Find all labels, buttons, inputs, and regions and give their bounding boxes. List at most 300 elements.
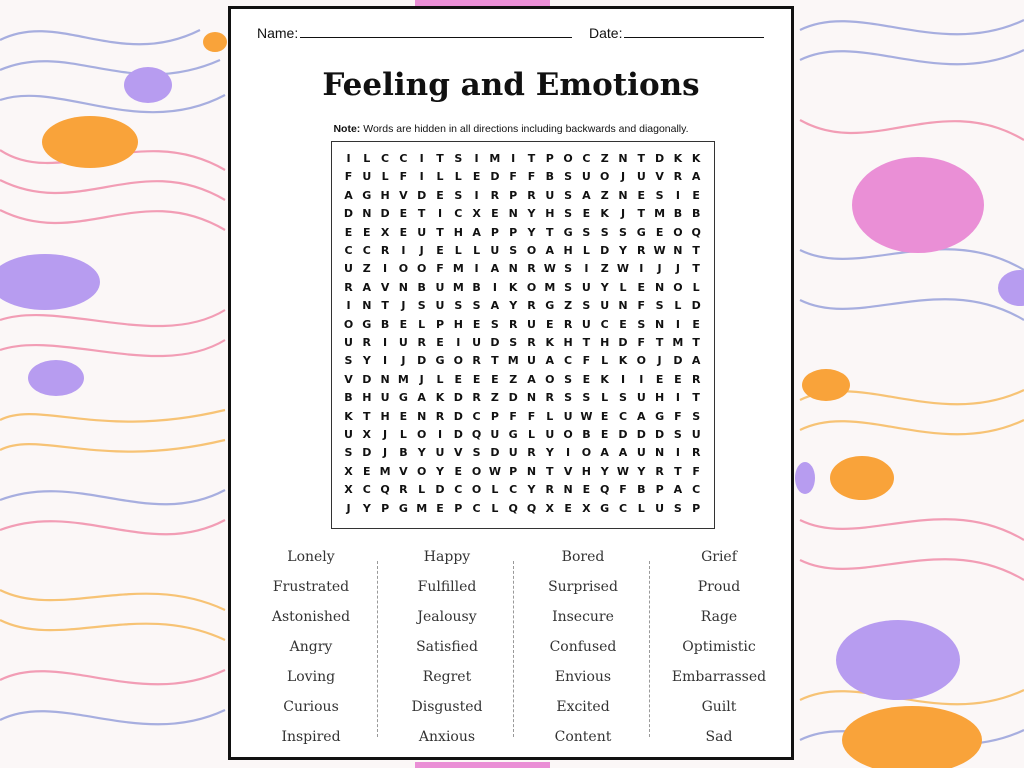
grid-letter[interactable]: G: [435, 354, 445, 368]
grid-letter[interactable]: E: [472, 170, 481, 184]
grid-letter[interactable]: U: [600, 299, 610, 313]
grid-letter[interactable]: E: [600, 409, 609, 423]
grid-letter[interactable]: J: [401, 299, 406, 313]
grid-letter[interactable]: D: [673, 354, 683, 368]
grid-letter[interactable]: W: [616, 464, 630, 478]
grid-letter[interactable]: S: [564, 280, 573, 294]
grid-letter[interactable]: H: [600, 336, 610, 349]
grid-letter[interactable]: N: [618, 152, 628, 165]
grid-letter[interactable]: E: [363, 225, 371, 239]
grid-letter[interactable]: R: [545, 391, 555, 405]
grid-letter[interactable]: O: [471, 483, 482, 497]
grid-letter[interactable]: V: [399, 188, 408, 202]
grid-letter[interactable]: S: [582, 299, 591, 313]
grid-letter[interactable]: E: [472, 317, 481, 331]
grid-letter[interactable]: O: [526, 244, 537, 257]
grid-letter[interactable]: S: [564, 188, 573, 202]
grid-letter[interactable]: K: [600, 372, 609, 386]
grid-letter[interactable]: V: [454, 446, 463, 460]
grid-letter[interactable]: E: [436, 501, 444, 515]
grid-letter[interactable]: S: [673, 428, 682, 441]
grid-letter[interactable]: I: [419, 170, 424, 184]
grid-letter[interactable]: C: [564, 354, 573, 368]
grid-letter[interactable]: A: [417, 391, 426, 405]
grid-letter[interactable]: G: [636, 225, 646, 239]
grid-letter[interactable]: G: [545, 299, 555, 313]
grid-letter[interactable]: I: [492, 280, 497, 294]
grid-letter[interactable]: G: [362, 188, 372, 202]
grid-letter[interactable]: T: [674, 464, 682, 478]
grid-letter[interactable]: J: [620, 207, 626, 221]
grid-letter[interactable]: U: [581, 280, 591, 294]
grid-letter[interactable]: A: [691, 354, 701, 368]
grid-letter[interactable]: X: [380, 225, 390, 239]
grid-letter[interactable]: L: [473, 244, 481, 257]
grid-letter[interactable]: A: [637, 409, 646, 423]
grid-letter[interactable]: P: [545, 152, 554, 165]
grid-letter[interactable]: Z: [600, 262, 609, 276]
grid-letter[interactable]: U: [435, 299, 445, 313]
grid-letter[interactable]: I: [474, 262, 479, 276]
grid-letter[interactable]: C: [472, 409, 481, 423]
grid-letter[interactable]: Z: [600, 188, 609, 202]
grid-letter[interactable]: N: [362, 299, 372, 313]
grid-letter[interactable]: L: [637, 501, 645, 515]
grid-letter[interactable]: G: [508, 428, 518, 441]
grid-letter[interactable]: F: [509, 170, 517, 184]
grid-letter[interactable]: O: [471, 464, 482, 478]
grid-letter[interactable]: I: [639, 262, 644, 276]
grid-letter[interactable]: Y: [509, 299, 518, 313]
grid-letter[interactable]: W: [488, 464, 501, 478]
grid-letter[interactable]: K: [344, 409, 353, 423]
grid-letter[interactable]: C: [381, 152, 390, 165]
grid-letter[interactable]: T: [655, 336, 664, 349]
grid-letter[interactable]: U: [636, 170, 646, 184]
grid-letter[interactable]: D: [362, 372, 372, 386]
grid-letter[interactable]: O: [417, 262, 427, 276]
grid-letter[interactable]: A: [691, 170, 701, 184]
grid-letter[interactable]: H: [362, 391, 372, 405]
grid-letter[interactable]: C: [618, 501, 628, 515]
grid-letter[interactable]: T: [692, 262, 700, 276]
grid-letter[interactable]: L: [418, 317, 426, 331]
grid-letter[interactable]: S: [564, 207, 573, 221]
grid-letter[interactable]: U: [490, 244, 500, 257]
grid-letter[interactable]: E: [637, 188, 646, 202]
grid-letter[interactable]: D: [655, 152, 665, 165]
grid-letter[interactable]: R: [417, 336, 426, 349]
grid-letter[interactable]: B: [582, 428, 591, 441]
grid-letter[interactable]: Z: [564, 299, 573, 313]
grid-letter[interactable]: L: [582, 244, 590, 257]
grid-letter[interactable]: S: [344, 446, 353, 460]
grid-letter[interactable]: S: [582, 391, 591, 405]
grid-letter[interactable]: E: [655, 372, 664, 386]
grid-letter[interactable]: F: [527, 409, 536, 423]
grid-letter[interactable]: T: [491, 354, 499, 368]
grid-letter[interactable]: C: [582, 152, 591, 165]
grid-letter[interactable]: D: [453, 391, 463, 405]
grid-letter[interactable]: H: [453, 317, 463, 331]
grid-letter[interactable]: F: [637, 299, 646, 313]
grid-letter[interactable]: H: [453, 225, 463, 239]
grid-letter[interactable]: B: [417, 280, 426, 294]
grid-letter[interactable]: M: [379, 464, 391, 478]
grid-letter[interactable]: R: [435, 409, 445, 423]
grid-letter[interactable]: U: [398, 336, 408, 349]
grid-letter[interactable]: S: [564, 170, 573, 184]
grid-letter[interactable]: E: [363, 464, 371, 478]
grid-letter[interactable]: J: [620, 170, 626, 184]
grid-letter[interactable]: U: [545, 188, 555, 202]
grid-letter[interactable]: L: [619, 280, 627, 294]
grid-letter[interactable]: D: [618, 428, 628, 441]
grid-letter[interactable]: S: [564, 372, 573, 386]
grid-letter[interactable]: E: [491, 207, 499, 221]
grid-letter[interactable]: I: [511, 152, 516, 165]
grid-letter[interactable]: I: [401, 244, 406, 257]
grid-letter[interactable]: E: [582, 207, 591, 221]
grid-letter[interactable]: X: [545, 501, 555, 515]
grid-letter[interactable]: M: [489, 152, 501, 165]
grid-letter[interactable]: P: [381, 501, 390, 515]
grid-letter[interactable]: M: [672, 336, 684, 349]
grid-letter[interactable]: D: [417, 354, 427, 368]
grid-letter[interactable]: R: [362, 336, 372, 349]
grid-letter[interactable]: E: [344, 225, 353, 239]
grid-letter[interactable]: O: [417, 428, 427, 441]
grid-letter[interactable]: K: [600, 207, 609, 221]
grid-letter[interactable]: T: [637, 207, 646, 221]
grid-letter[interactable]: S: [655, 188, 664, 202]
grid-letter[interactable]: T: [527, 152, 536, 165]
grid-letter[interactable]: U: [636, 446, 646, 460]
grid-letter[interactable]: R: [472, 391, 481, 405]
grid-letter[interactable]: X: [344, 464, 353, 478]
grid-letter[interactable]: N: [673, 244, 683, 257]
grid-letter[interactable]: C: [618, 409, 628, 423]
grid-letter[interactable]: E: [399, 225, 408, 239]
grid-letter[interactable]: U: [691, 428, 701, 441]
grid-letter[interactable]: W: [543, 262, 556, 276]
grid-letter[interactable]: C: [692, 483, 701, 497]
grid-letter[interactable]: C: [362, 483, 371, 497]
grid-letter[interactable]: E: [600, 428, 609, 441]
grid-letter[interactable]: U: [563, 409, 573, 423]
grid-letter[interactable]: I: [620, 372, 626, 386]
grid-letter[interactable]: I: [639, 372, 644, 386]
grid-letter[interactable]: V: [655, 170, 664, 184]
grid-letter[interactable]: V: [380, 280, 390, 294]
grid-letter[interactable]: D: [490, 336, 500, 349]
grid-letter[interactable]: E: [436, 244, 444, 257]
grid-letter[interactable]: S: [472, 446, 481, 460]
grid-letter[interactable]: O: [673, 280, 683, 294]
grid-letter[interactable]: T: [417, 207, 426, 221]
grid-letter[interactable]: F: [399, 170, 408, 184]
grid-letter[interactable]: D: [490, 446, 500, 460]
grid-letter[interactable]: L: [527, 428, 535, 441]
grid-letter[interactable]: G: [362, 317, 372, 331]
grid-letter[interactable]: S: [582, 225, 591, 239]
grid-letter[interactable]: A: [362, 280, 372, 294]
grid-letter[interactable]: S: [509, 244, 518, 257]
grid-letter[interactable]: L: [399, 428, 407, 441]
grid-letter[interactable]: U: [545, 428, 555, 441]
grid-letter[interactable]: T: [546, 225, 554, 239]
grid-letter[interactable]: D: [508, 391, 518, 405]
grid-letter[interactable]: M: [544, 280, 556, 294]
grid-letter[interactable]: I: [584, 262, 589, 276]
grid-letter[interactable]: X: [344, 483, 353, 497]
grid-letter[interactable]: S: [454, 299, 463, 313]
grid-letter[interactable]: O: [581, 446, 592, 460]
grid-letter[interactable]: I: [474, 188, 479, 202]
grid-letter[interactable]: Y: [619, 244, 627, 257]
grid-letter[interactable]: L: [454, 244, 462, 257]
grid-letter[interactable]: D: [636, 428, 646, 441]
grid-letter[interactable]: B: [673, 207, 683, 221]
grid-letter[interactable]: R: [545, 483, 555, 497]
grid-letter[interactable]: T: [363, 409, 371, 423]
grid-letter[interactable]: E: [692, 188, 700, 202]
grid-letter[interactable]: K: [691, 152, 701, 165]
grid-letter[interactable]: E: [436, 336, 444, 349]
grid-letter[interactable]: O: [417, 464, 427, 478]
grid-letter[interactable]: T: [692, 336, 700, 349]
grid-letter[interactable]: R: [527, 299, 536, 313]
grid-letter[interactable]: F: [637, 336, 646, 349]
grid-letter[interactable]: A: [490, 262, 500, 276]
grid-letter[interactable]: I: [675, 391, 680, 405]
grid-letter[interactable]: K: [508, 280, 518, 294]
grid-letter[interactable]: L: [436, 170, 444, 184]
grid-letter[interactable]: U: [344, 428, 353, 441]
grid-letter[interactable]: S: [564, 391, 573, 405]
grid-letter[interactable]: S: [417, 299, 426, 313]
grid-letter[interactable]: B: [637, 483, 646, 497]
grid-letter[interactable]: P: [692, 501, 701, 515]
grid-letter[interactable]: P: [655, 483, 664, 497]
grid-letter[interactable]: I: [383, 336, 388, 349]
grid-letter[interactable]: G: [398, 501, 408, 515]
grid-letter[interactable]: I: [419, 152, 424, 165]
grid-letter[interactable]: H: [563, 336, 573, 349]
grid-letter[interactable]: T: [546, 464, 554, 478]
grid-letter[interactable]: R: [655, 464, 664, 478]
grid-letter[interactable]: I: [437, 428, 443, 441]
grid-letter[interactable]: M: [452, 262, 464, 276]
grid-letter[interactable]: N: [526, 391, 537, 405]
grid-letter[interactable]: U: [655, 501, 665, 515]
grid-letter[interactable]: L: [674, 299, 682, 313]
grid-letter[interactable]: R: [691, 446, 701, 460]
grid-letter[interactable]: G: [398, 391, 408, 405]
grid-letter[interactable]: U: [435, 446, 445, 460]
grid-letter[interactable]: S: [454, 152, 463, 165]
grid-letter[interactable]: L: [436, 372, 444, 386]
grid-letter[interactable]: Y: [436, 464, 444, 478]
grid-letter[interactable]: E: [436, 188, 444, 202]
grid-letter[interactable]: E: [399, 207, 408, 221]
grid-letter[interactable]: L: [491, 483, 499, 497]
grid-letter[interactable]: J: [419, 244, 424, 257]
grid-letter[interactable]: R: [399, 483, 408, 497]
grid-letter[interactable]: E: [491, 372, 499, 386]
grid-letter[interactable]: I: [675, 188, 680, 202]
grid-letter[interactable]: Y: [527, 483, 536, 497]
grid-letter[interactable]: N: [654, 446, 665, 460]
grid-letter[interactable]: V: [344, 372, 353, 386]
grid-letter[interactable]: O: [636, 354, 646, 368]
grid-letter[interactable]: L: [381, 170, 389, 184]
grid-letter[interactable]: L: [601, 391, 609, 405]
grid-letter[interactable]: F: [527, 170, 536, 184]
grid-letter[interactable]: W: [616, 262, 630, 276]
grid-letter[interactable]: W: [653, 244, 666, 257]
grid-letter[interactable]: L: [363, 152, 371, 165]
grid-letter[interactable]: S: [564, 262, 573, 276]
grid-letter[interactable]: O: [600, 170, 610, 184]
grid-letter[interactable]: E: [674, 372, 682, 386]
grid-letter[interactable]: Y: [362, 501, 371, 515]
grid-letter[interactable]: R: [527, 262, 536, 276]
grid-letter[interactable]: U: [380, 391, 390, 405]
grid-letter[interactable]: J: [419, 372, 424, 386]
grid-letter[interactable]: N: [417, 409, 427, 423]
grid-letter[interactable]: E: [619, 317, 627, 331]
grid-letter[interactable]: O: [526, 280, 537, 294]
grid-letter[interactable]: T: [692, 391, 700, 405]
grid-letter[interactable]: R: [508, 317, 518, 331]
grid-letter[interactable]: F: [619, 483, 627, 497]
grid-letter[interactable]: R: [490, 188, 500, 202]
grid-letter[interactable]: H: [581, 464, 591, 478]
grid-letter[interactable]: R: [527, 446, 536, 460]
grid-letter[interactable]: D: [362, 446, 372, 460]
grid-letter[interactable]: D: [343, 207, 354, 221]
grid-letter[interactable]: Z: [490, 391, 499, 405]
grid-letter[interactable]: I: [437, 207, 443, 221]
grid-letter[interactable]: H: [380, 188, 390, 202]
grid-letter[interactable]: O: [545, 372, 555, 386]
grid-letter[interactable]: J: [657, 262, 662, 276]
grid-letter[interactable]: E: [582, 483, 591, 497]
grid-letter[interactable]: U: [362, 170, 372, 184]
grid-letter[interactable]: A: [527, 372, 536, 386]
grid-letter[interactable]: K: [545, 336, 555, 349]
grid-letter[interactable]: J: [675, 262, 680, 276]
grid-letter[interactable]: U: [472, 336, 482, 349]
grid-letter[interactable]: A: [600, 446, 609, 460]
grid-letter[interactable]: A: [344, 188, 353, 202]
grid-letter[interactable]: S: [692, 409, 701, 423]
grid-letter[interactable]: D: [691, 299, 701, 313]
grid-letter[interactable]: S: [600, 225, 609, 239]
grid-letter[interactable]: T: [582, 336, 591, 349]
grid-letter[interactable]: E: [399, 317, 408, 331]
grid-letter[interactable]: O: [453, 354, 463, 368]
grid-letter[interactable]: S: [637, 317, 646, 331]
grid-letter[interactable]: I: [474, 152, 479, 165]
grid-letter[interactable]: I: [346, 152, 351, 165]
grid-letter[interactable]: W: [580, 409, 593, 423]
grid-letter[interactable]: O: [673, 225, 683, 239]
grid-letter[interactable]: N: [618, 188, 628, 202]
grid-letter[interactable]: M: [397, 372, 409, 386]
grid-letter[interactable]: O: [563, 428, 573, 441]
grid-letter[interactable]: K: [673, 152, 683, 165]
grid-letter[interactable]: A: [490, 299, 500, 313]
grid-letter[interactable]: H: [654, 391, 665, 405]
grid-letter[interactable]: N: [380, 372, 390, 386]
grid-letter[interactable]: A: [545, 354, 555, 368]
grid-letter[interactable]: Z: [509, 372, 518, 386]
grid-letter[interactable]: P: [509, 225, 518, 239]
grid-letter[interactable]: J: [657, 354, 662, 368]
grid-letter[interactable]: Y: [637, 464, 646, 478]
grid-letter[interactable]: J: [346, 501, 351, 515]
grid-letter[interactable]: P: [509, 188, 518, 202]
grid-letter[interactable]: N: [654, 317, 665, 331]
grid-letter[interactable]: D: [600, 244, 610, 257]
grid-letter[interactable]: S: [454, 188, 463, 202]
grid-letter[interactable]: E: [582, 372, 591, 386]
grid-letter[interactable]: M: [416, 501, 428, 515]
grid-letter[interactable]: F: [582, 354, 591, 368]
grid-letter[interactable]: S: [619, 391, 627, 405]
grid-letter[interactable]: U: [527, 354, 536, 368]
grid-letter[interactable]: U: [417, 225, 427, 239]
grid-letter[interactable]: P: [435, 317, 445, 331]
grid-letter[interactable]: S: [490, 317, 499, 331]
grid-letter[interactable]: S: [673, 501, 682, 515]
grid-letter[interactable]: R: [673, 170, 683, 184]
grid-letter[interactable]: N: [526, 464, 537, 478]
grid-letter[interactable]: R: [527, 336, 536, 349]
grid-letter[interactable]: F: [436, 262, 444, 276]
grid-letter[interactable]: U: [344, 336, 353, 349]
grid-letter[interactable]: C: [454, 483, 463, 497]
grid-letter[interactable]: I: [346, 299, 351, 313]
grid-letter[interactable]: E: [546, 317, 554, 331]
grid-letter[interactable]: U: [508, 446, 518, 460]
grid-letter[interactable]: M: [452, 280, 464, 294]
grid-letter[interactable]: Y: [545, 446, 554, 460]
grid-letter[interactable]: K: [435, 391, 445, 405]
grid-letter[interactable]: T: [692, 244, 700, 257]
grid-letter[interactable]: R: [472, 354, 481, 368]
grid-letter[interactable]: B: [380, 317, 390, 331]
grid-letter[interactable]: E: [399, 409, 408, 423]
grid-letter[interactable]: H: [563, 244, 573, 257]
grid-letter[interactable]: B: [399, 446, 408, 460]
grid-letter[interactable]: D: [435, 483, 445, 497]
grid-letter[interactable]: D: [380, 207, 390, 221]
grid-letter[interactable]: N: [618, 299, 628, 313]
grid-letter[interactable]: P: [490, 225, 499, 239]
grid-letter[interactable]: A: [582, 188, 591, 202]
grid-letter[interactable]: T: [381, 299, 389, 313]
grid-letter[interactable]: V: [563, 464, 573, 478]
grid-letter[interactable]: I: [383, 262, 388, 276]
grid-letter[interactable]: C: [362, 244, 371, 257]
grid-letter[interactable]: C: [509, 483, 518, 497]
grid-letter[interactable]: Q: [691, 225, 701, 239]
grid-letter[interactable]: O: [343, 317, 354, 331]
grid-letter[interactable]: I: [675, 317, 680, 331]
